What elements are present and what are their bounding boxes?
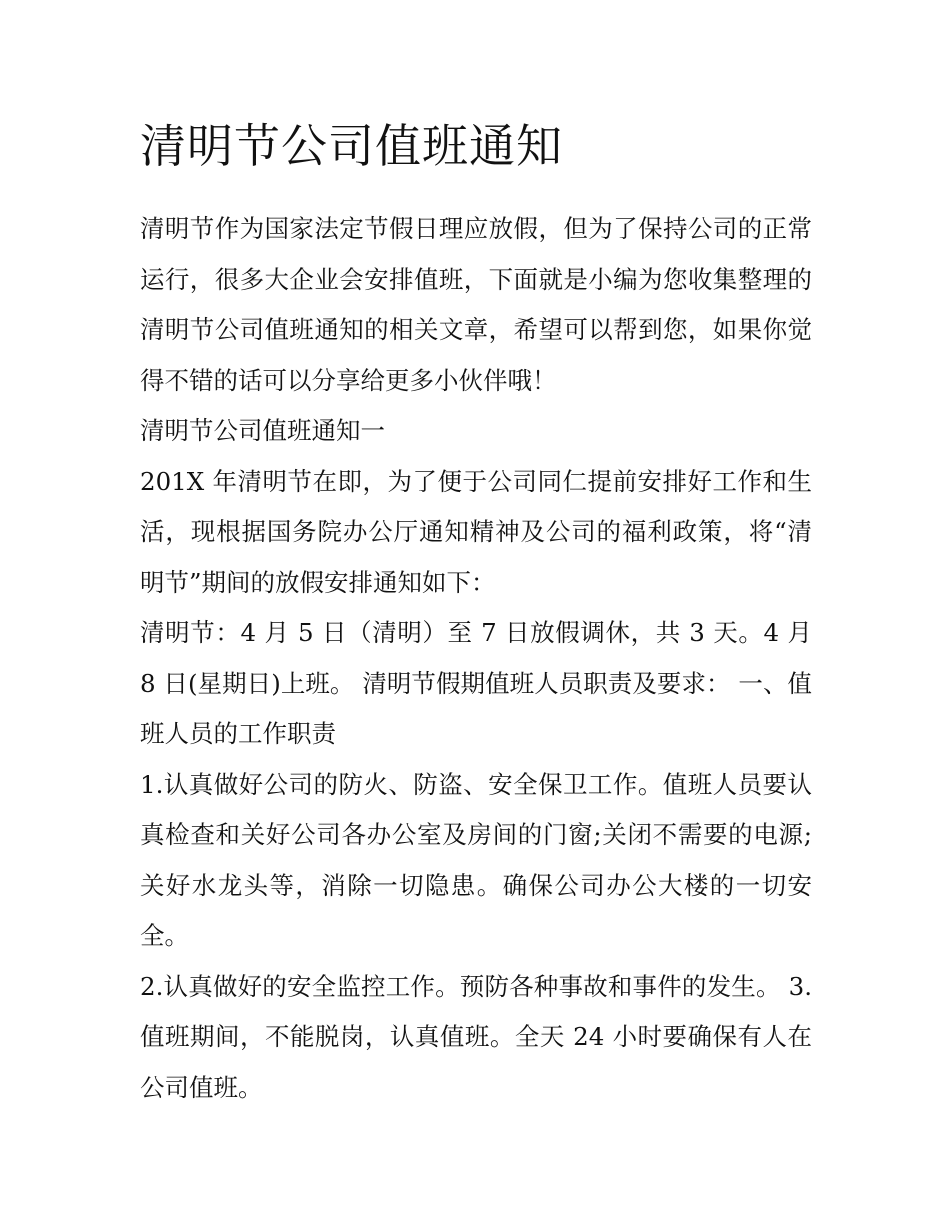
holiday-schedule-paragraph: 清明节：4 月 5 日（清明）至 7 日放假调休，共 3 天。4 月 8 日(星期日)上班。 清明节假期值班人员职责及要求： 一、值班人员的工作职责 [140, 618, 812, 748]
document-body [140, 110, 812, 1113]
section-heading: 清明节公司值班通知一 [140, 416, 385, 445]
duty-item-2-3: 2.认真做好的安全监控工作。预防各种事故和事件的发生。 3.值班期间，不能脱岗，认真值班。全天 24 小时要确保有人在公司值班。 [140, 971, 812, 1102]
notice-paragraph: 201X 年清明节在即，为了便于公司同仁提前安排好工作和生活，现根据国务院办公厅通知精神及公司的福利政策，将“清明节”期间的放假安排通知如下： [140, 466, 812, 597]
intro-paragraph: 清明节作为国家法定节假日理应放假，但为了保持公司的正常运行，很多大企业会安排值班，下面就是小编为您收集整理的清明节公司值班通知的相关文章，希望可以帮到您，如果你觉得不错的话可以分享给更多小伙伴哦！ [140, 214, 812, 395]
duty-item-1: 1.认真做好公司的防火、防盗、安全保卫工作。值班人员要认真检查和关好公司各办公室及房间的门窗;关闭不需要的电源;关好水龙头等，消除一切隐患。确保公司办公大楼的一切安全。 [140, 769, 812, 950]
document-title: 清明节公司值班通知 [140, 119, 563, 173]
